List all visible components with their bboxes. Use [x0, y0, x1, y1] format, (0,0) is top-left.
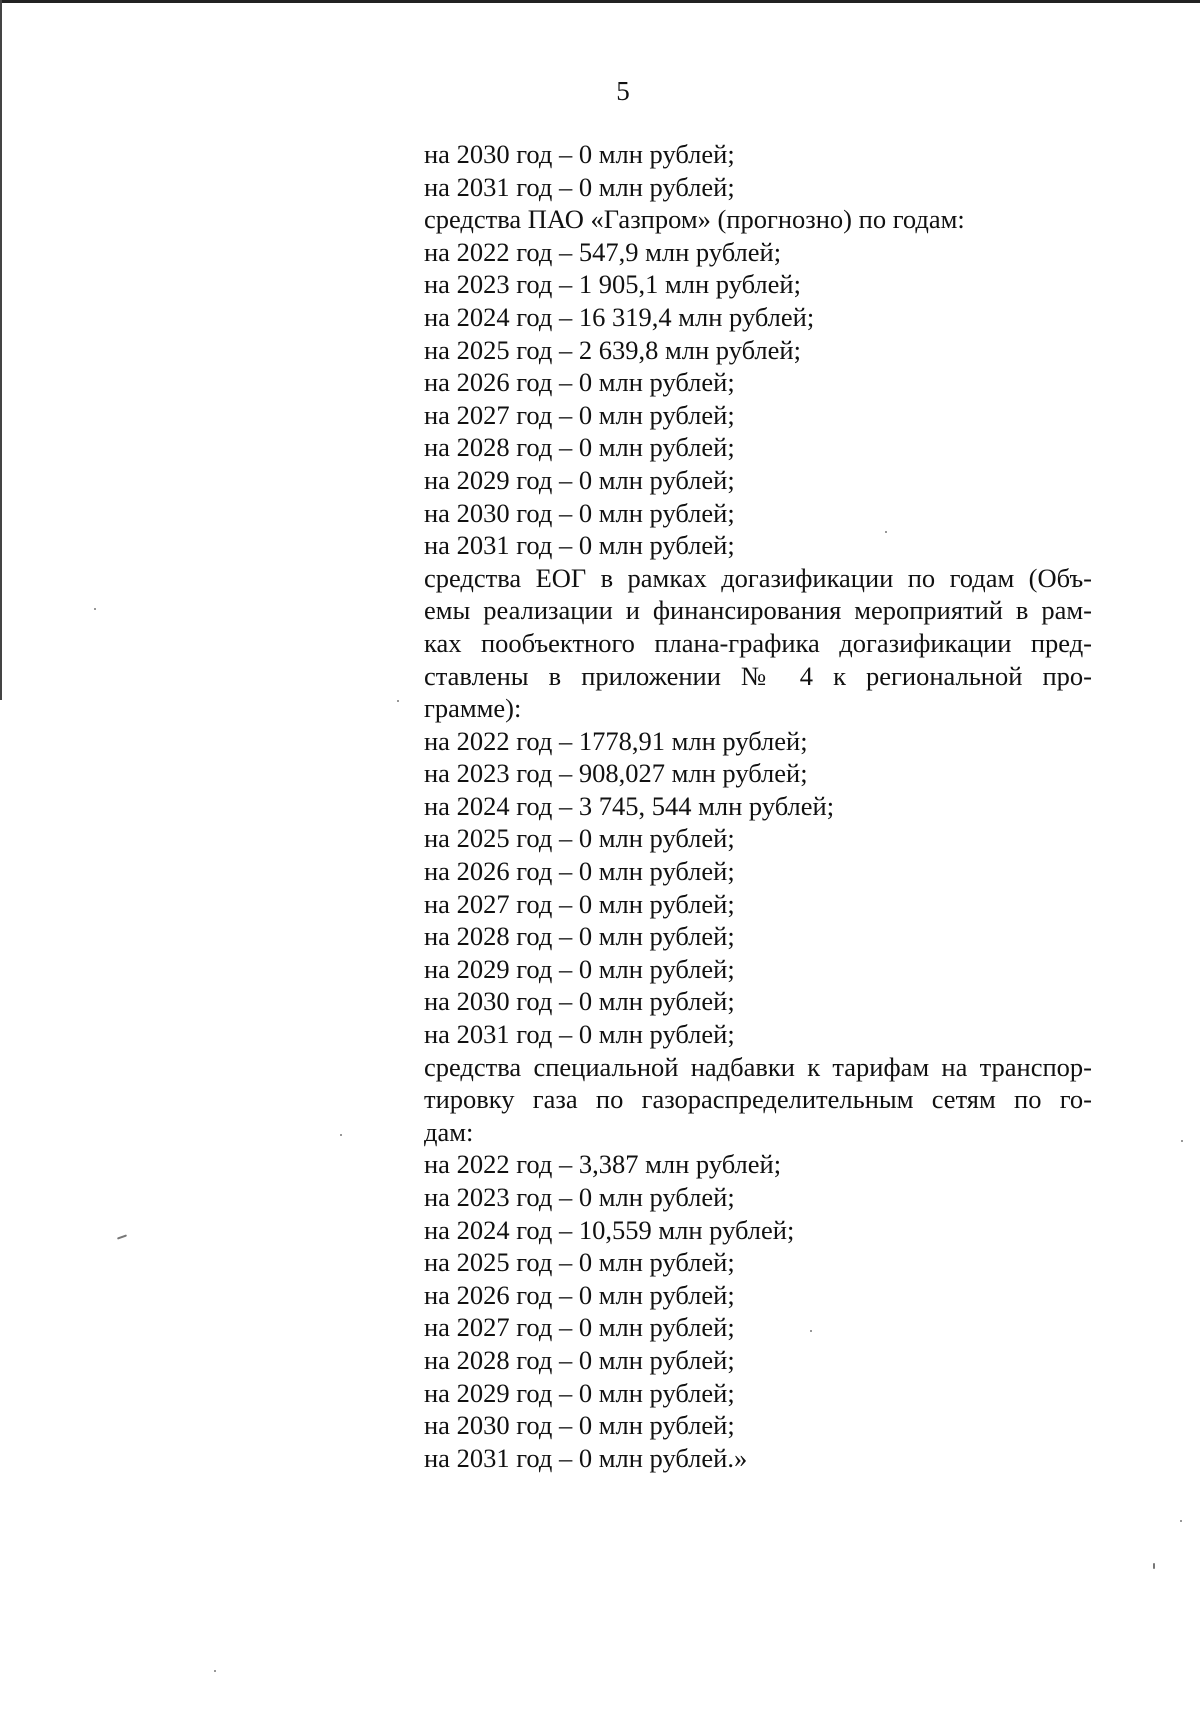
text-line: на 2030 год – 0 млн рублей; [424, 497, 735, 528]
text-line: на 2031 год – 0 млн рублей; [424, 1019, 735, 1050]
scan-speck [340, 1134, 342, 1136]
paragraph-line: средства ЕОГ в рамках догазификации по годам (Объ- [424, 562, 1092, 593]
scan-speck [1180, 1520, 1182, 1522]
text-line: на 2023 год – 0 млн рублей; [424, 1182, 735, 1212]
funding-lines-part-2 [424, 725, 1092, 1051]
section-heading-gazprom: средства ПАО «Газпром» (прогнозно) по годам: [424, 204, 965, 235]
text-line: на 2024 год – 16 319,4 млн рублей; [424, 301, 815, 332]
text-line: на 2023 год – 908,027 млн рублей; [424, 758, 808, 789]
text-line: на 2028 год – 0 млн рублей; [424, 921, 735, 952]
text-line: на 2029 год – 0 млн рублей; [424, 464, 735, 495]
scan-speck [214, 1670, 216, 1672]
paragraph-line: тировку газа по газораспределительным сетям по го- [424, 1084, 1092, 1115]
funding-lines-part-3 [424, 1148, 1092, 1474]
text-line: на 2031 год – 0 млн рублей; [424, 171, 735, 202]
text-line: на 2024 год – 10,559 млн рублей; [424, 1214, 795, 1245]
paragraph-line: грамме): [424, 693, 522, 724]
text-line: на 2027 год – 0 млн рублей; [424, 888, 735, 919]
text-line: на 2022 год – 547,9 млн рублей; [424, 236, 782, 267]
paragraph-tariff-funding [424, 1051, 1092, 1149]
text-line: на 2028 год – 0 млн рублей; [424, 1344, 735, 1375]
paragraph-line: дам: [424, 1116, 474, 1147]
text-line: на 2026 год – 0 млн рублей; [424, 367, 735, 398]
text-line: на 2022 год – 1778,91 млн рублей; [424, 725, 808, 756]
text-line: на 2029 год – 0 млн рублей; [424, 953, 735, 984]
text-line: на 2026 год – 0 млн рублей; [424, 856, 735, 887]
text-line: на 2025 год – 0 млн рублей; [424, 1247, 735, 1278]
paragraph-line: средства специальной надбавки к тарифам на транспор- [424, 1051, 1092, 1082]
scan-edge-top [0, 0, 1200, 3]
text-line: на 2030 год – 0 млн рублей; [424, 1410, 735, 1441]
scan-speck [1181, 1140, 1183, 1142]
paragraph-eog-funding [424, 562, 1092, 725]
document-body [424, 138, 1092, 1474]
text-line: на 2025 год – 2 639,8 млн рублей; [424, 334, 801, 365]
scan-speck [1153, 1563, 1155, 1569]
text-line: на 2022 год – 3,387 млн рублей; [424, 1149, 782, 1180]
text-line: на 2027 год – 0 млн рублей; [424, 1312, 735, 1343]
text-line: на 2026 год – 0 млн рублей; [424, 1279, 735, 1310]
funding-lines-part-1 [424, 138, 1092, 562]
text-line: на 2030 год – 0 млн рублей; [424, 986, 735, 1017]
text-line: на 2023 год – 1 905,1 млн рублей; [424, 269, 801, 300]
text-line: на 2025 год – 0 млн рублей; [424, 823, 735, 854]
scan-speck [94, 608, 96, 610]
paragraph-line: ках пообъектного плана-графика догазификации пред- [424, 627, 1092, 658]
scan-speck [117, 1234, 127, 1239]
text-line: на 2028 год – 0 млн рублей; [424, 432, 735, 463]
paragraph-line: емы реализации и финансирования мероприятий в рам- [424, 595, 1092, 626]
text-line: на 2030 год – 0 млн рублей; [424, 139, 735, 169]
text-line: на 2024 год – 3 745, 544 млн рублей; [424, 790, 835, 821]
text-line: на 2029 год – 0 млн рублей; [424, 1377, 735, 1408]
scan-speck [885, 531, 887, 533]
scan-speck [810, 1330, 812, 1332]
paragraph-line: ставлены в приложении № 4 к региональной про- [424, 660, 1092, 691]
text-line: на 2031 год – 0 млн рублей; [424, 530, 735, 561]
text-line: на 2027 год – 0 млн рублей; [424, 399, 735, 430]
text-line: на 2031 год – 0 млн рублей.» [424, 1442, 748, 1473]
page-number: 5 [616, 76, 630, 106]
scan-speck [397, 700, 399, 702]
